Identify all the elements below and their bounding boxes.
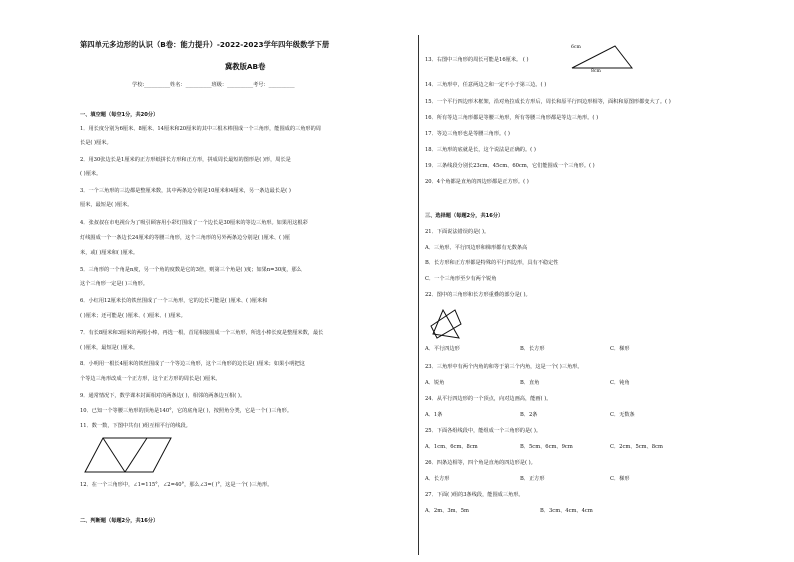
question-line: 11．数一数，下图中共有( )组互相平行的线段。 [80, 423, 191, 429]
question-line: 7．有长8厘米和3厘米的两根小棒，再选一根，首尾相接围成一个三角形，所选小棒长度是整厘米数，最长 [80, 330, 324, 336]
question-line: ( )厘米，最短是( )厘米。 [80, 345, 139, 351]
option: A．2m、3m、5m [425, 508, 469, 514]
triangle-label-top: 6cm [571, 45, 581, 50]
question-line: 3．一个三角形的三边都是整厘米数，其中两条边分别是10厘米和4厘米，另一条边最长是( ) [80, 188, 291, 194]
right-column [425, 0, 755, 562]
question-line: 厘米，最短是( )厘米。 [80, 202, 133, 208]
option: A．三角形、平行四边形和梯形都有无数条高 [425, 245, 528, 251]
question-line: 20．4个角都是直角的四边形都是正方形。( ) [425, 179, 529, 185]
parallel-lines-figure [85, 438, 175, 474]
question-line: 25．下面各组线段中，能组成一个三角形的是( )。 [425, 428, 542, 434]
question-line: 14．三角形中，任意两边之和一定不小于第三边。( ) [425, 82, 547, 88]
question-line: ( )厘米。 [80, 171, 102, 177]
page-title-line2: 冀教版AB卷 [225, 62, 266, 71]
question-line: 10．已知一个等腰三角形的顶角是140°，它的底角是( )，按照角分类，它是一个( )三角形。 [80, 408, 293, 414]
option: B．3cm、4cm、4cm [540, 508, 593, 514]
column-divider [418, 35, 419, 555]
triangle-label-bottom: 8cm [591, 69, 601, 74]
question-line: 4．张叔叔在市电视台为了吸引顾客用小彩灯围成了一个边长是30厘米的等边三角形。如果用这根彩 [80, 220, 308, 226]
option: B．直角 [520, 380, 540, 386]
option: A．1cm、6cm、8cm [425, 444, 478, 450]
question-line: ( )厘米；还可能是( )厘米、( )厘米、( )厘米。 [80, 313, 186, 319]
option: C．梯形 [610, 476, 630, 482]
section-heading-fill-in: 一、填空题（每空1分，共20分） [80, 112, 159, 118]
option: C．钝角 [610, 380, 630, 386]
option: B．长方形和正方形都是特殊的平行四边形，具有不稳定性 [425, 260, 559, 266]
option: A．长方形 [425, 476, 450, 482]
question-line: 个等边三角形改成一个正方形，这个正方形的周长是( )厘米。 [80, 376, 221, 382]
option: C．2cm、5cm、8cm [610, 444, 663, 450]
question-line: 9．通常情况下，数学课本封面相对的两条边( )，相邻的两条边互相( )。 [80, 393, 246, 399]
overlap-figure [429, 308, 465, 340]
question-line: 灯线围成一个一条边长24厘米的等腰三角形，这个三角形的另外两条边分别是( )厘米、( )厘 [80, 235, 290, 241]
question-line: 27．下面( )组的3条线段，能围成三角形。 [425, 492, 524, 498]
option: C．无数条 [610, 412, 635, 418]
section-heading-judge: 二、判断题（每题2分，共16分） [80, 518, 159, 524]
question-line: 1．用长度分别为6厘米、8厘米、14厘米和20厘米的其中三根木棒围成一个三角形，能围成的三角形的周 [80, 126, 321, 132]
question-line: 12．在一个三角形中，∠1=115°，∠2=40°，那么∠3=( )°，这是一个( )三角形。 [80, 482, 273, 488]
question-line: 这个三角形一定是( )三角形。 [80, 281, 148, 287]
option: B．长方形 [520, 346, 545, 352]
option: A．锐角 [425, 380, 445, 386]
question-line: 16．所有等边三角形都是等腰三角形，所有等腰三角形都是等边三角形。( ) [425, 115, 599, 121]
question-line: 18．三角形的底就是长，这个说法是正确的。( ) [425, 147, 536, 153]
question-line: 长是( )厘米。 [80, 140, 112, 146]
question-line: 8．小明用一根长4厘米的铁丝围成了一个等边三角形，这个三角形的边长是( )厘米；如果小明把这 [80, 361, 305, 367]
section-heading-choice: 三、选择题（每题2分，共16分） [425, 213, 504, 219]
option: B．2条 [520, 412, 538, 418]
option: B．5cm、6cm、9cm [520, 444, 573, 450]
question-line: 15．一个平行四边形木框架，沿对角拉成长方形后，周长和原平行四边形相等，面积和原图形都变大了。( ) [425, 99, 671, 105]
question-line: 23．三角形中有两个内角的和等于第三个内角，这是一个( )三角形。 [425, 364, 583, 370]
question-line: 22．图中的三角形和长方形重叠的部分是( )。 [425, 292, 531, 298]
option: C．一个三角形至少有两个锐角 [425, 276, 497, 282]
left-column [80, 0, 410, 562]
question-line: 21．下面说法错误的是( )。 [425, 229, 490, 235]
question-line: 13．右图中三角形的周长可能是16厘米。 ( ) [425, 57, 529, 63]
question-line: 17．等边三角形也是等腰三角形。( ) [425, 131, 510, 137]
question-line: 6．小红用12厘米长的铁丝围成了一个三角形，它的边长可能是( )厘米、( )厘米和 [80, 298, 268, 304]
question-line: 2．用30张边长是1厘米的正方形纸拼长方形和正方形，拼成周长最短的图形是( )形，周长是 [80, 157, 291, 163]
option: A．1条 [425, 412, 443, 418]
student-info-line: 学校:__________姓名：__________班级：__________考号：__________ [132, 82, 295, 88]
page-title: 第四单元多边形的认识（B卷：能力提升）-2022-2023学年四年级数学下册 [80, 40, 330, 49]
question-line: 5．三角形的一个角是n度，另一个角的度数是它的3倍，则第三个角是( )度；如果n=30度，那么 [80, 267, 302, 273]
question-line: 24．从平行四边形的一个顶点，向对边画高，能画( )。 [425, 396, 552, 402]
question-line: 26．四条边相等，四个角是直角的四边形是( )。 [425, 460, 536, 466]
option: B．正方形 [520, 476, 545, 482]
option: C．梯形 [610, 346, 630, 352]
option: A．平行四边形 [425, 346, 460, 352]
question-line: 19．三条线段分别长23cm、45cm、60cm，它们能围成一个三角形。( ) [425, 163, 595, 169]
question-line: 米，或( )厘米和( )厘米。 [80, 250, 139, 256]
